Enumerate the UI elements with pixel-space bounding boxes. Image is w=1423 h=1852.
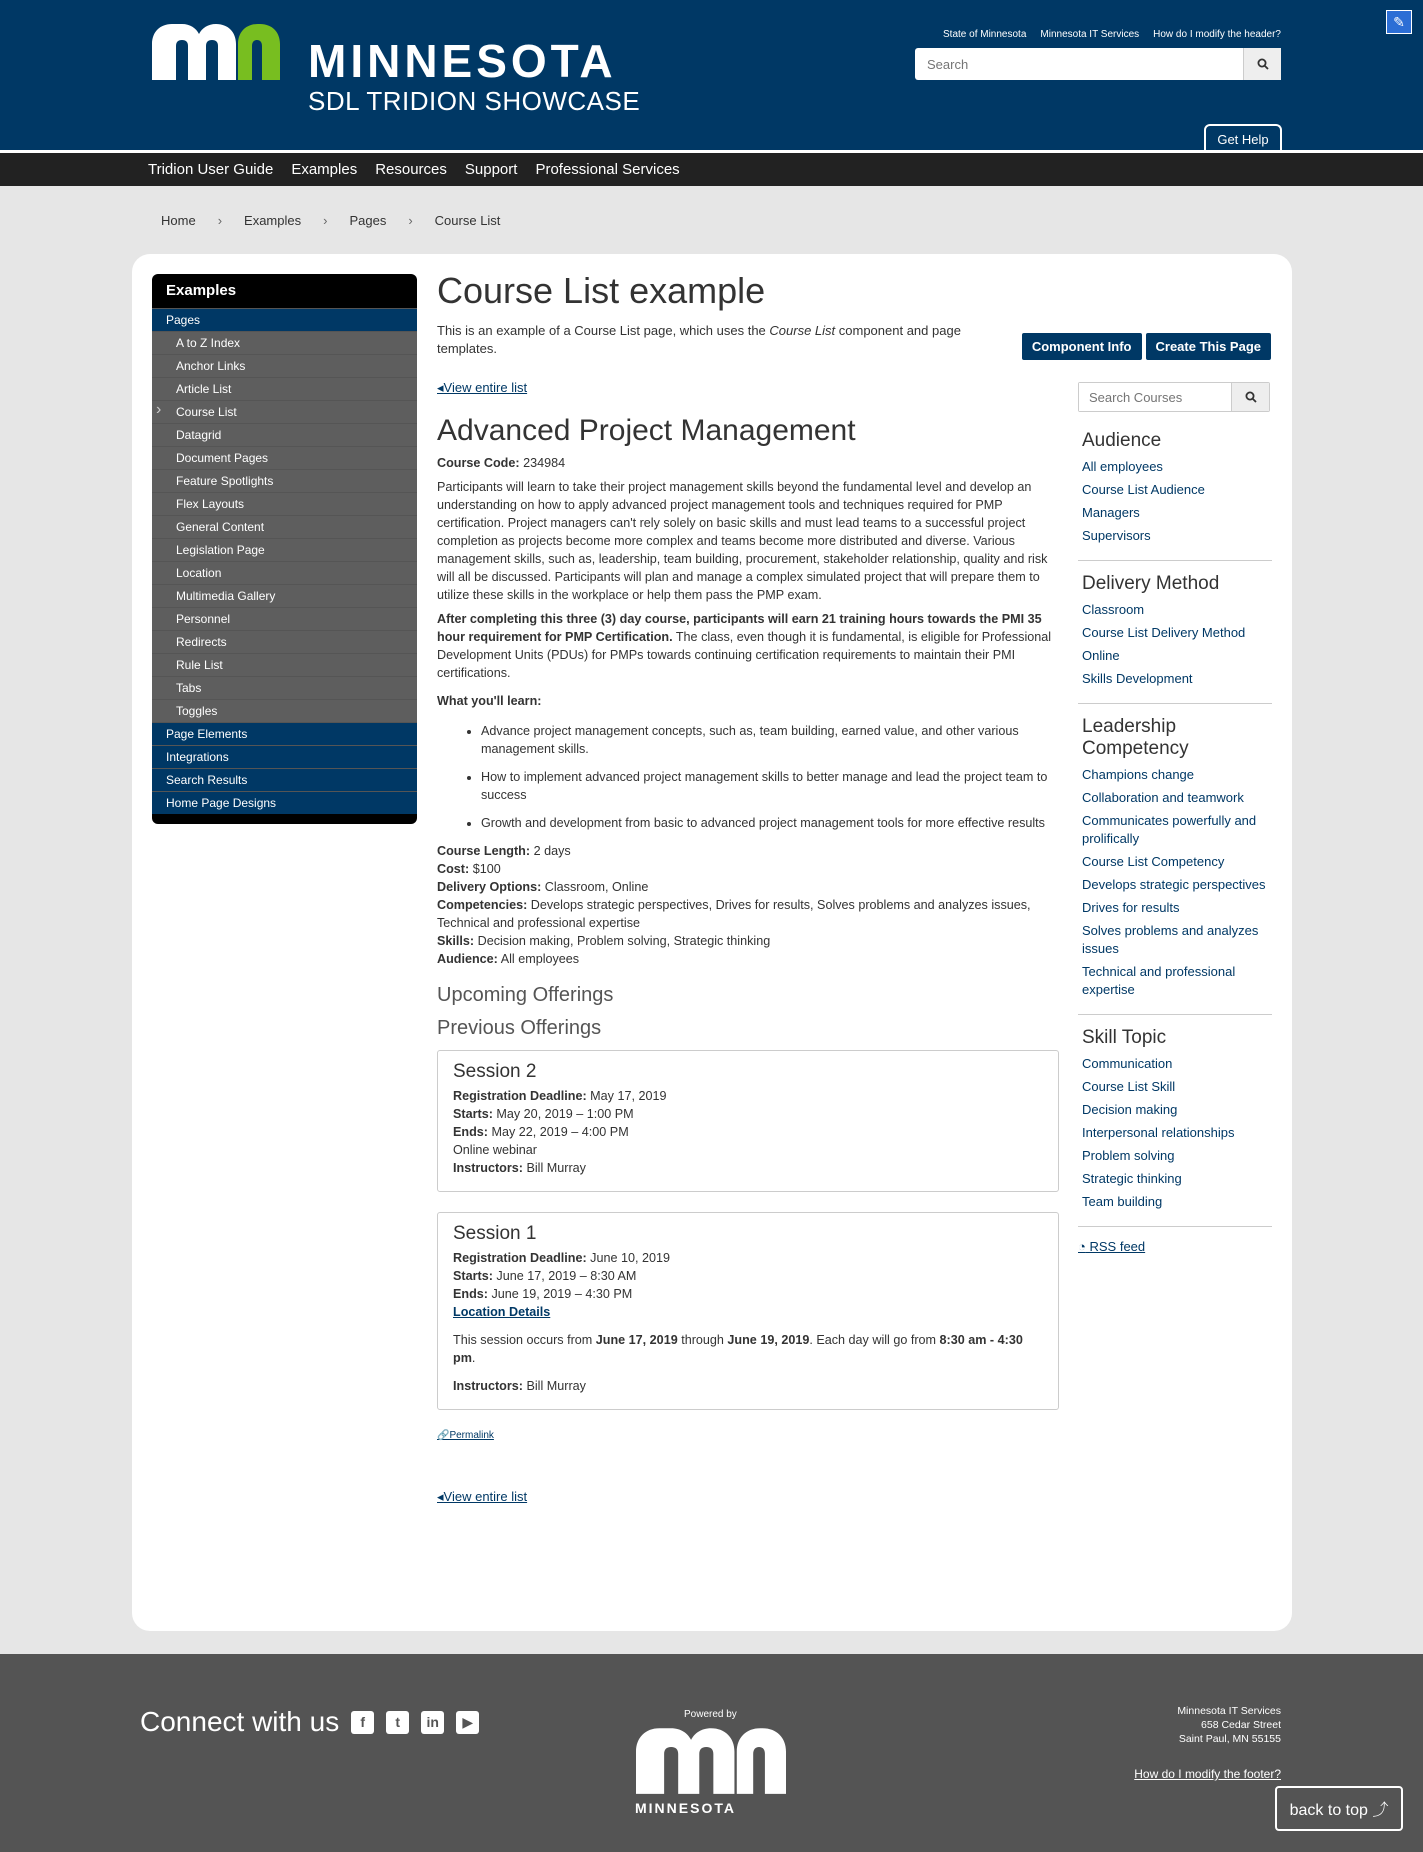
permalink-label: Permalink <box>449 1430 494 1441</box>
left-nav-item[interactable]: Legislation Page <box>152 538 417 561</box>
detail-value: Develops strategic perspectives, Drives for results, Solves problems and analyzes issues, Technical and professional expertise <box>437 898 1031 930</box>
note-text: . Each day will go from <box>809 1333 940 1347</box>
modify-footer-link[interactable]: How do I modify the footer? <box>1134 1767 1281 1781</box>
nav-item-professional-services[interactable]: Professional Services <box>535 161 680 178</box>
left-nav-item[interactable]: Toggles <box>152 699 417 722</box>
starts-label: Starts: <box>453 1107 493 1121</box>
filter-link[interactable]: Technical and professional expertise <box>1082 964 1236 997</box>
view-list-link-bottom[interactable]: ◂View entire list <box>437 1489 528 1504</box>
detail-label: Skills: <box>437 934 475 948</box>
left-nav-item[interactable]: Datagrid <box>152 423 417 446</box>
filter-link[interactable]: Champions change <box>1082 767 1195 782</box>
detail-row <box>437 932 1059 950</box>
session-title: Session 2 <box>453 1061 537 1082</box>
detail-row <box>437 842 1059 860</box>
ends-value: June 19, 2019 – 4:30 PM <box>491 1287 633 1301</box>
create-page-button[interactable]: Create This Page <box>1146 333 1272 360</box>
nav-item-support[interactable]: Support <box>464 161 518 178</box>
left-nav-item[interactable]: Document Pages <box>152 446 417 469</box>
component-info-button[interactable]: Component Info <box>1022 333 1142 360</box>
certification-note <box>437 610 1059 682</box>
filter-group-competency <box>1078 716 1272 1015</box>
course-code-value: 234984 <box>523 456 566 470</box>
filter-link[interactable]: Communicates powerfully and prolifically <box>1082 813 1257 846</box>
breadcrumb-course-list[interactable]: Course List <box>434 213 501 228</box>
left-nav <box>152 274 417 824</box>
filter-link[interactable]: Course List Skill <box>1082 1079 1176 1094</box>
detail-row <box>437 896 1059 932</box>
main-nav <box>0 150 1423 186</box>
detail-row <box>437 860 1059 878</box>
search-button[interactable] <box>1243 48 1281 80</box>
left-nav-item[interactable]: Feature Spotlights <box>152 469 417 492</box>
search-icon <box>1257 58 1269 70</box>
filter-link[interactable]: Team building <box>1082 1194 1163 1209</box>
filter-link[interactable]: Supervisors <box>1082 528 1151 543</box>
filter-link[interactable]: Decision making <box>1082 1102 1178 1117</box>
filter-group-audience <box>1078 430 1272 561</box>
session-ends <box>453 1123 1043 1141</box>
course-title: Advanced Project Management <box>437 414 856 447</box>
rss-label: RSS feed <box>1089 1239 1146 1254</box>
session-starts <box>453 1105 1043 1123</box>
session-title: Session 1 <box>453 1223 537 1244</box>
mn-logo-icon[interactable] <box>152 24 280 80</box>
filter-link[interactable]: Course List Competency <box>1082 854 1225 869</box>
detail-label: Competencies: <box>437 898 528 912</box>
cert-rest: The class, even though it is fundamental, is eligible for Professional Development Units (PDUs) for PMPs towards continuing certification requirements to maintain their PMI certifications. <box>437 630 1052 680</box>
previous-heading: Previous Offerings <box>437 1017 602 1039</box>
learn-list <box>481 722 1059 832</box>
search-input[interactable] <box>915 48 1243 80</box>
course-filter-sidebar <box>1078 382 1272 1254</box>
mn-footer-logo-icon[interactable] <box>636 1726 786 1796</box>
linkedin-icon[interactable]: in <box>421 1711 444 1734</box>
filter-group-title: Audience <box>1082 430 1162 451</box>
detail-row <box>437 950 1059 968</box>
learn-label <box>437 692 1059 710</box>
detail-label: Audience: <box>437 952 498 966</box>
breadcrumb-pages[interactable]: Pages <box>349 213 387 228</box>
learn-label-text: What you'll learn: <box>437 694 542 708</box>
left-nav-section[interactable]: Search Results <box>152 768 417 791</box>
detail-value: $100 <box>472 862 501 876</box>
edit-pencil-icon[interactable]: ✎ <box>1386 10 1412 34</box>
left-nav-section[interactable]: Home Page Designs <box>152 791 417 814</box>
breadcrumb-sep: › <box>408 213 413 228</box>
brand-subtitle: SDL TRIDION SHOWCASE <box>308 86 641 116</box>
util-link-state[interactable]: State of Minnesota <box>943 29 1027 40</box>
cert-bold: After completing this three (3) day course, participants will earn 21 training hours towards the PMI 35 hour requirement for PMP Certification. <box>437 612 1042 644</box>
starts-value: May 20, 2019 – 1:00 PM <box>496 1107 634 1121</box>
learn-item: • Advance project management concepts, such as, team building, earned value, and other various management skills. <box>481 722 1059 758</box>
back-to-top-button[interactable]: back to top ⤴ <box>1275 1786 1403 1831</box>
filter-group-skill <box>1078 1027 1272 1227</box>
filter-link[interactable]: Drives for results <box>1082 900 1180 915</box>
view-list-label: View entire list <box>443 1489 528 1504</box>
deadline-value: June 10, 2019 <box>590 1251 670 1265</box>
deadline-value: May 17, 2019 <box>590 1089 667 1103</box>
learn-item: • How to implement advanced project management skills to better manage and lead the project team to success <box>481 768 1059 804</box>
starts-value: June 17, 2019 – 8:30 AM <box>496 1269 637 1283</box>
note-hours: 8:30 am - 4:30 pm <box>453 1333 1023 1365</box>
page-title: Course List example <box>437 270 766 311</box>
connect-block <box>140 1706 479 1738</box>
left-nav-title[interactable]: Examples <box>166 282 237 299</box>
left-nav-item[interactable]: General Content <box>152 515 417 538</box>
filter-link[interactable]: Problem solving <box>1082 1148 1175 1163</box>
site-search <box>915 48 1281 80</box>
detail-value: All employees <box>500 952 580 966</box>
note-end: June 19, 2019 <box>727 1333 810 1347</box>
left-nav-section-pages[interactable]: Pages <box>152 308 417 331</box>
rss-feed-link[interactable] <box>1078 1239 1272 1254</box>
note-text: through <box>677 1333 728 1347</box>
breadcrumb-sep: › <box>217 213 223 228</box>
left-nav-item[interactable]: Article List <box>152 377 417 400</box>
starts-label: Starts: <box>453 1269 493 1283</box>
session-starts <box>453 1267 1043 1285</box>
location-details-link[interactable] <box>453 1303 1043 1321</box>
breadcrumb <box>161 213 500 228</box>
powered-by: Powered by <box>684 1709 737 1720</box>
link-icon: 🔗 <box>437 1430 450 1441</box>
filter-link[interactable]: Collaboration and teamwork <box>1082 790 1244 805</box>
course-details <box>437 842 1059 968</box>
left-nav-item[interactable]: Redirects <box>152 630 417 653</box>
breadcrumb-examples[interactable]: Examples <box>244 213 302 228</box>
note-text: This session occurs from <box>453 1333 596 1347</box>
filter-link[interactable]: Course List Audience <box>1082 482 1205 497</box>
session-instructors <box>453 1377 1043 1395</box>
left-nav-section[interactable]: Integrations <box>152 745 417 768</box>
address-line: 658 Cedar Street <box>1201 1719 1281 1731</box>
filter-group-delivery <box>1078 573 1272 704</box>
course-code <box>437 454 1059 472</box>
filter-link[interactable]: Managers <box>1082 505 1140 520</box>
course-search-button[interactable] <box>1231 383 1269 411</box>
left-nav-item[interactable]: Anchor Links <box>152 354 417 377</box>
site-footer <box>0 1654 1423 1852</box>
filter-link[interactable]: Online <box>1082 648 1120 663</box>
connect-label: Connect with us <box>140 1706 340 1737</box>
twitter-icon[interactable]: t <box>386 1711 409 1734</box>
instructors-value: Bill Murray <box>526 1379 586 1393</box>
util-link-modify-header[interactable]: How do I modify the header? <box>1153 29 1281 40</box>
filter-group-title: Delivery Method <box>1082 573 1220 594</box>
session-card <box>437 1212 1059 1410</box>
detail-label: Cost: <box>437 862 470 876</box>
page-intro <box>437 322 997 358</box>
filter-link[interactable]: Strategic thinking <box>1082 1171 1182 1186</box>
footer-address <box>1177 1704 1281 1746</box>
detail-row <box>437 878 1059 896</box>
filter-link[interactable]: Communication <box>1082 1056 1173 1071</box>
left-nav-item[interactable]: Personnel <box>152 607 417 630</box>
filter-link[interactable]: Solves problems and analyzes issues <box>1082 923 1259 956</box>
get-help-tab[interactable]: Get Help <box>1204 124 1282 152</box>
filter-link[interactable]: Interpersonal relationships <box>1082 1125 1235 1140</box>
session-note <box>453 1331 1043 1367</box>
permalink-link[interactable] <box>437 1430 1059 1441</box>
ends-value: May 22, 2019 – 4:00 PM <box>491 1125 629 1139</box>
learn-item: • Growth and development from basic to advanced project management tools for more effective results <box>481 814 1059 832</box>
filter-link[interactable]: Develops strategic perspectives <box>1082 877 1266 892</box>
session-card <box>437 1050 1059 1192</box>
filter-link[interactable]: Course List Delivery Method <box>1082 625 1246 640</box>
address-line: Minnesota IT Services <box>1177 1705 1281 1717</box>
deadline-label: Registration Deadline: <box>453 1251 587 1265</box>
view-list-link-top[interactable]: ◂View entire list <box>437 380 528 395</box>
detail-value: Decision making, Problem solving, Strategic thinking <box>477 934 771 948</box>
detail-value: 2 days <box>533 844 571 858</box>
filter-link[interactable]: Skills Development <box>1082 671 1193 686</box>
instructors-label: Instructors: <box>453 1379 523 1393</box>
nav-item-resources[interactable]: Resources <box>375 161 447 178</box>
course-search-input[interactable] <box>1079 383 1231 411</box>
deadline-label: Registration Deadline: <box>453 1089 587 1103</box>
course-search <box>1078 382 1270 412</box>
filter-link[interactable]: Classroom <box>1082 602 1145 617</box>
instructors-value: Bill Murray <box>526 1161 586 1175</box>
filter-group-title: Skill Topic <box>1082 1027 1167 1048</box>
left-nav-item[interactable]: Multimedia Gallery <box>152 584 417 607</box>
utility-links <box>943 29 1281 40</box>
instructors-label: Instructors: <box>453 1161 523 1175</box>
note-start: June 17, 2019 <box>595 1333 678 1347</box>
left-nav-item[interactable]: Tabs <box>152 676 417 699</box>
left-nav-section[interactable]: Page Elements <box>152 722 417 745</box>
youtube-icon[interactable]: ▶ <box>456 1711 479 1734</box>
left-nav-item[interactable]: Rule List <box>152 653 417 676</box>
rss-icon: ◔ <box>1078 1239 1086 1254</box>
session-location: Online webinar <box>453 1143 538 1157</box>
footer-wordmark: MINNESOTA <box>635 1800 736 1816</box>
ends-label: Ends: <box>453 1287 488 1301</box>
facebook-icon[interactable]: f <box>351 1711 374 1734</box>
view-list-label: View entire list <box>443 380 528 395</box>
left-nav-item[interactable]: A to Z Index <box>152 331 417 354</box>
brand-wordmark: MINNESOTA <box>308 35 617 87</box>
left-nav-item-active[interactable]: › Course List <box>152 400 417 423</box>
search-icon <box>1245 391 1257 403</box>
intro-text: component and page templates. <box>437 323 961 356</box>
course-description: Participants will learn to take their project management skills beyond the fundamental level and develop an understanding on how to apply advanced project management tools and techniques required for PMP certification. Project managers can't rely solely on basic skills and must lead teams to a successful project completion as projects become more complex and teams become more distributed and diverse. Various management skills, such as, leadership, team building, procurement, stakeholder relationship, quality and risk will all be discussed. Participants will plan and manage a complex simulated project that will prepare them to utilize these skills in the workplace or help them pass the PMP exam. <box>437 480 1048 602</box>
session-deadline <box>453 1249 1043 1267</box>
left-nav-item[interactable]: Flex Layouts <box>152 492 417 515</box>
left-nav-item[interactable]: Location <box>152 561 417 584</box>
session-instructors <box>453 1159 1043 1177</box>
nav-item-examples[interactable]: Examples <box>291 161 358 178</box>
filter-group-title: Leadership Competency <box>1082 716 1189 759</box>
util-link-mnit[interactable]: Minnesota IT Services <box>1040 29 1140 40</box>
location-details-label: Location Details <box>453 1305 551 1319</box>
intro-text: This is an example of a Course List page, which uses the <box>437 323 770 338</box>
page-actions <box>1022 333 1271 360</box>
intro-emphasis: Course List <box>769 323 836 338</box>
site-header <box>0 0 1423 150</box>
filter-link[interactable]: All employees <box>1082 459 1163 474</box>
note-text: . <box>471 1351 476 1365</box>
address-line: Saint Paul, MN 55155 <box>1178 1733 1281 1745</box>
session-deadline <box>453 1087 1043 1105</box>
upcoming-heading: Upcoming Offerings <box>437 984 614 1006</box>
nav-item-user-guide[interactable]: Tridion User Guide <box>148 161 274 178</box>
ends-label: Ends: <box>453 1125 488 1139</box>
detail-label: Course Length: <box>437 844 531 858</box>
course-code-label: Course Code: <box>437 456 520 470</box>
session-ends <box>453 1285 1043 1303</box>
breadcrumb-home[interactable]: Home <box>161 213 196 228</box>
detail-label: Delivery Options: <box>437 880 542 894</box>
detail-value: Classroom, Online <box>544 880 649 894</box>
breadcrumb-sep: › <box>323 213 328 228</box>
